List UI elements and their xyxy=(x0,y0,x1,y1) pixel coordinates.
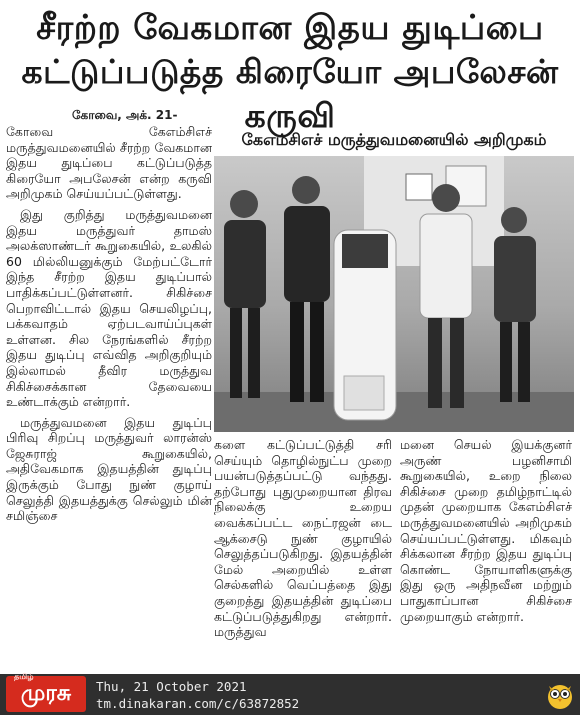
logo-text: முரசு xyxy=(20,681,72,706)
news-photo xyxy=(214,156,574,432)
article-column-2 xyxy=(214,437,392,645)
paragraph: களை கட்டுப்பட்டுத்தி சரி செய்யும் தொழில்நுட்ப முறை பயன்படுத்தப்பட்டு வந்தது. தற்போது புதுமுறையான திரவ நிலைக்கு உறைய வைக்கப்பட்ட நைட்ரஜன் டை ஆக்சைடு நுண் குழாயில் செலுத்தப்படுகிறது. இதயத்தின் மேல் அறையில் உள்ள செல்களில் வெப்பத்தை இது குறைத்து இதயத்தின் துடிப்பை கட்டுப்படுத்துகிறது என்றார். மருத்துவ xyxy=(214,437,392,640)
device-panel xyxy=(344,376,384,410)
person-2 xyxy=(284,176,330,402)
paragraph: மருத்துவமனை இதய துடிப்பு பிரிவு சிறப்பு மருத்துவர் லாரன்ஸ் ஜேசுராஜ் கூறுகையில், அதிவேகமாக இதயத்தின் துடிப்பு இருக்கும் போது நுண் குழாய் செலுத்தி இதயத்துக்கு செல்லும் மின் சமிஞ்சை xyxy=(6,414,212,524)
person-1 xyxy=(224,190,266,398)
headline-line-1: சீரற்ற வேகமான இதய துடிப்பை xyxy=(36,8,544,48)
publication-date: Thu, 21 October 2021 xyxy=(96,679,247,694)
photo-caption: கேஎம்சிஎச் மருத்துவமனையில் அறிமுகம் xyxy=(241,130,547,149)
device-screen xyxy=(342,234,388,268)
photo-illustration xyxy=(214,156,574,432)
person-3 xyxy=(420,184,472,408)
footer-info xyxy=(96,678,299,712)
person-4 xyxy=(494,207,536,402)
backdrop-logo xyxy=(406,174,432,200)
paragraph: இது குறித்து மருத்துவமனை இதய மருத்துவர் தாமஸ் அலக்ஸாண்டர் கூறுகையில், உலகில் 60 மில்லியனுக்கும் மேற்பட்டோர் இந்த சீரற்ற இதய துடிப்பால் பாதிக்கப்பட்டுள்ளனர். சிகிச்சை பெறாவிட்டால் இதய செயலிழப்பு, பக்கவாதம் ஏற்படவாய்ப்புகள் உள்ளன. சில நேரங்களில் சீரற்ற இதய துடிப்பு எவ்வித அறிகுறியும் இல்லாமல் தீவிர மருத்துவ சிகிச்சைக்கான தேவையை உண்டாக்கும் என்றார். xyxy=(6,206,212,410)
article-column-1 xyxy=(6,124,212,529)
paragraph: மனை செயல் இயக்குனர் அருண் பழனிசாமி கூறுகையில், உறை நிலை சிகிச்சை முறை தமிழ்நாட்டில் முதன் முறையாக கேஎம்சிஎச் மருத்துவமனையில் அறிமுகம் செய்யப்பட்டுள்ளது. மிகவும் சிக்கலான சீரற்ற இதய துடிப்பு கொண்ட நோயாளிகளுக்கு இது ஒரு அதிநவீன மற்றும் பாதுகாப்பான சிகிச்சை முறையாகும் என்றார். xyxy=(400,437,572,624)
publication-logo[interactable] xyxy=(6,672,86,712)
logo-small-text: தமிழ் xyxy=(14,672,34,681)
headline-line-2: கட்டுப்படுத்த கிரையோ அபலேசன் கருவி xyxy=(21,52,559,135)
article-column-3 xyxy=(400,437,572,629)
dateline: கோவை, அக். 21- xyxy=(72,108,178,122)
article-url[interactable]: tm.dinakaran.com/c/63872852 xyxy=(96,696,300,711)
paragraph: கோவை கேஎம்சிஎச் மருத்துவமனையில் சீரற்ற வேகமான இதய துடிப்பை கட்டுப்படுத்த கிரையோ அபலேசன் என்ற கருவி அறிமுகம் செய்யப்பட்டுள்ளது. xyxy=(6,124,212,202)
owl-icon xyxy=(546,680,574,710)
